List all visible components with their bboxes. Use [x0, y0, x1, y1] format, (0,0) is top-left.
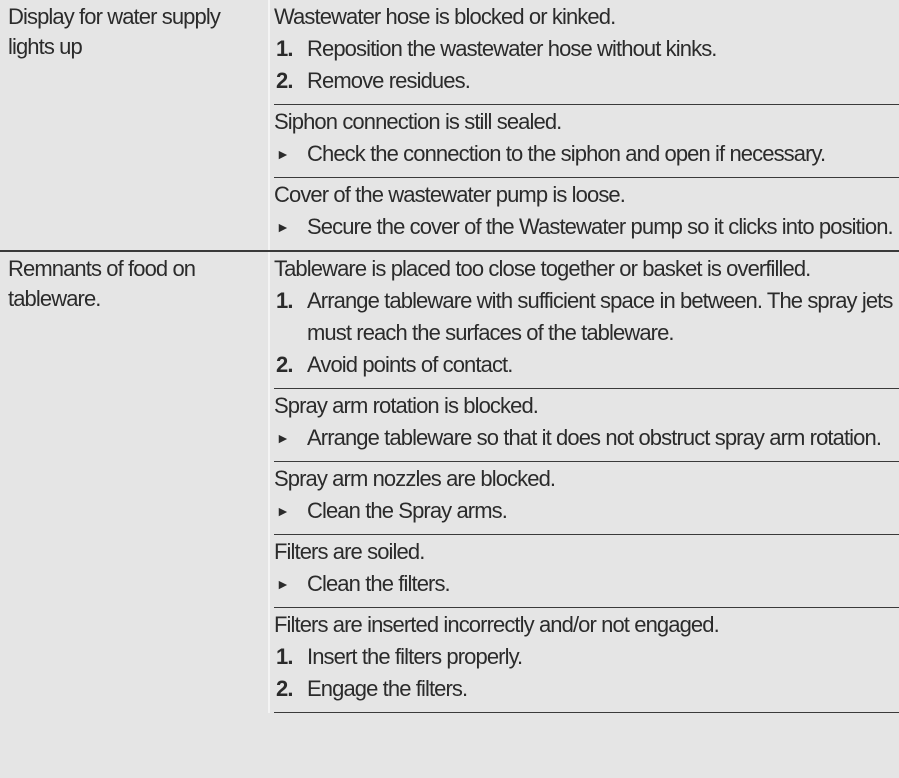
remedy-step	[274, 495, 899, 527]
fault-description: Display for water supply lights up	[0, 0, 270, 250]
cause-block	[274, 105, 899, 178]
cause-text: Wastewater hose is blocked or kinked.	[274, 4, 616, 29]
step-text: Arrange tableware with sufficient space in between. The spray jets must reach the surfaces of the tableware.	[307, 288, 893, 345]
remedy-step	[274, 138, 899, 170]
step-text: Reposition the wastewater hose without kinks.	[307, 36, 717, 61]
step-text: Insert the filters properly.	[307, 644, 523, 669]
cause-text: Siphon connection is still sealed.	[274, 109, 562, 134]
remedy-step	[274, 422, 899, 454]
step-text: Remove residues.	[307, 68, 470, 93]
causes-column	[270, 0, 899, 250]
remedy-step	[274, 211, 899, 243]
table-row	[0, 252, 899, 713]
cause-block	[274, 535, 899, 608]
cause-block	[274, 0, 899, 105]
cause-text: Spray arm nozzles are blocked.	[274, 466, 556, 491]
remedy-step	[274, 568, 899, 600]
causes-column	[270, 252, 899, 713]
step-number: 2.	[276, 352, 293, 377]
cause-block	[274, 178, 899, 250]
bullet-triangle-icon: ►	[276, 430, 289, 446]
cause-block	[274, 608, 899, 713]
step-number: 1.	[276, 288, 293, 313]
step-number: 2.	[276, 676, 293, 701]
bullet-triangle-icon: ►	[276, 146, 289, 162]
step-text: Clean the filters.	[307, 571, 450, 596]
step-text: Secure the cover of the Wastewater pump so it clicks into position.	[307, 214, 893, 239]
remedy-step	[274, 673, 899, 705]
cause-text: Filters are inserted incorrectly and/or not engaged.	[274, 612, 719, 637]
cause-text: Filters are soiled.	[274, 539, 425, 564]
table-row	[0, 0, 899, 252]
step-number: 1.	[276, 644, 293, 669]
step-number: 1.	[276, 36, 293, 61]
bullet-triangle-icon: ►	[276, 219, 289, 235]
step-text: Arrange tableware so that it does not obstruct spray arm rotation.	[307, 425, 882, 450]
step-text: Engage the filters.	[307, 676, 468, 701]
bullet-triangle-icon: ►	[276, 576, 289, 592]
step-text: Check the connection to the siphon and open if necessary.	[307, 141, 826, 166]
remedy-step	[274, 65, 899, 97]
fault-description: Remnants of food on tableware.	[0, 252, 270, 713]
step-text: Avoid points of contact.	[307, 352, 513, 377]
remedy-step	[274, 349, 899, 381]
bullet-triangle-icon: ►	[276, 503, 289, 519]
remedy-step	[274, 33, 899, 65]
remedy-step	[274, 285, 899, 349]
cause-text: Tableware is placed too close together or basket is overfilled.	[274, 256, 811, 281]
cause-block	[274, 252, 899, 389]
cause-text: Cover of the wastewater pump is loose.	[274, 182, 625, 207]
cause-block	[274, 462, 899, 535]
cause-block	[274, 389, 899, 462]
step-number: 2.	[276, 68, 293, 93]
cause-text: Spray arm rotation is blocked.	[274, 393, 539, 418]
step-text: Clean the Spray arms.	[307, 498, 507, 523]
remedy-step	[274, 641, 899, 673]
